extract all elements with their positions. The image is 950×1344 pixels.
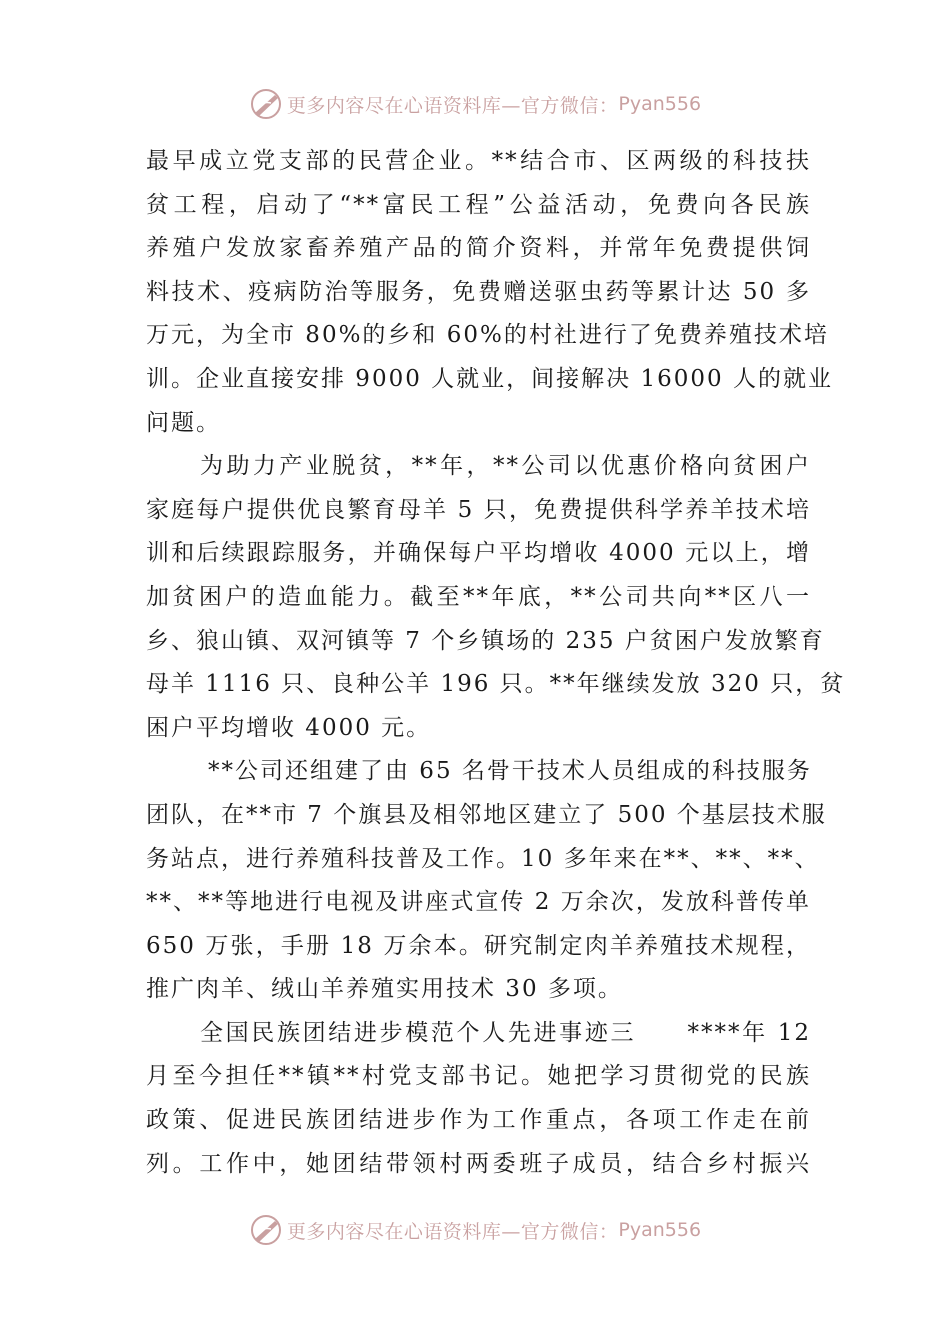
text-line: 650 万张，手册 18 万余本。研究制定肉羊养殖技术规程， bbox=[146, 932, 811, 959]
pen-logo-icon bbox=[249, 87, 283, 121]
text-line: 务站点，进行养殖科技普及工作。10 多年来在**、**、**、 bbox=[146, 845, 820, 872]
text-line: 加贫困户的造血能力。截至**年底，**公司共向**区八一 bbox=[146, 583, 811, 610]
text-line: 月至今担任**镇**村党支部书记。她把学习贯彻党的民族 bbox=[146, 1063, 811, 1090]
text-line: 训和后续跟踪服务，并确保每户平均增收 4000 元以上，增 bbox=[146, 540, 811, 567]
document-body bbox=[146, 140, 846, 1186]
text-line: **、**等地进行电视及讲座式宣传 2 万余次，发放科普传单 bbox=[146, 889, 811, 916]
text-line: 养殖户发放家畜养殖产品的简介资料，并常年免费提供饲 bbox=[146, 235, 811, 262]
text-line: 家庭每户提供优良繁育母羊 5 只，免费提供科学养羊技术培 bbox=[146, 496, 811, 523]
banner-id: Pyan556 bbox=[618, 93, 702, 115]
text-line: 为助力产业脱贫，**年，**公司以优惠价格向贫困户 bbox=[200, 453, 811, 480]
text-line: 全国民族团结进步模范个人先进事迹三 ****年 12 bbox=[200, 1019, 811, 1046]
text-line: 最早成立党支部的民营企业。**结合市、区两级的科技扶 bbox=[146, 148, 811, 174]
text-line: 列。工作中，她团结带领村两委班子成员，结合乡村振兴 bbox=[146, 1150, 811, 1177]
header-banner bbox=[0, 84, 950, 124]
text-line: 贫工程，启动了“**富民工程”公益活动，免费向各民族 bbox=[146, 191, 811, 218]
text-line: 母羊 1116 只、良种公羊 196 只。**年继续发放 320 只，贫 bbox=[146, 671, 846, 698]
banner-id: Pyan556 bbox=[618, 1219, 702, 1241]
text-line: 问题。 bbox=[146, 409, 221, 436]
text-line: **公司还组建了由 65 名骨干技术人员组成的科技服务 bbox=[208, 758, 812, 785]
text-line: 乡、狼山镇、双河镇等 7 个乡镇场的 235 户贫困户发放繁育 bbox=[146, 627, 825, 654]
text-line: 万元，为全市 80%的乡和 60%的村社进行了免费养殖技术培 bbox=[146, 322, 829, 349]
text-line: 团队，在**市 7 个旗县及相邻地区建立了 500 个基层技术服 bbox=[146, 801, 827, 828]
pen-logo-icon bbox=[249, 1213, 283, 1247]
text-line: 料技术、疫病防治等服务，免费赠送驱虫药等累计达 50 多 bbox=[146, 278, 811, 305]
banner-text: 更多内容尽在心语资料库—官方微信： bbox=[286, 94, 619, 117]
text-line: 推广肉羊、绒山羊养殖实用技术 30 多项。 bbox=[146, 976, 623, 1003]
text-line: 困户平均增收 4000 元。 bbox=[146, 714, 432, 741]
text-line: 政策、促进民族团结进步作为工作重点，各项工作走在前 bbox=[146, 1107, 811, 1134]
footer-banner bbox=[0, 1210, 950, 1250]
text-line: 训。企业直接安排 9000 人就业，间接解决 16000 人的就业 bbox=[146, 365, 833, 392]
banner-text: 更多内容尽在心语资料库—官方微信： bbox=[286, 1220, 619, 1243]
